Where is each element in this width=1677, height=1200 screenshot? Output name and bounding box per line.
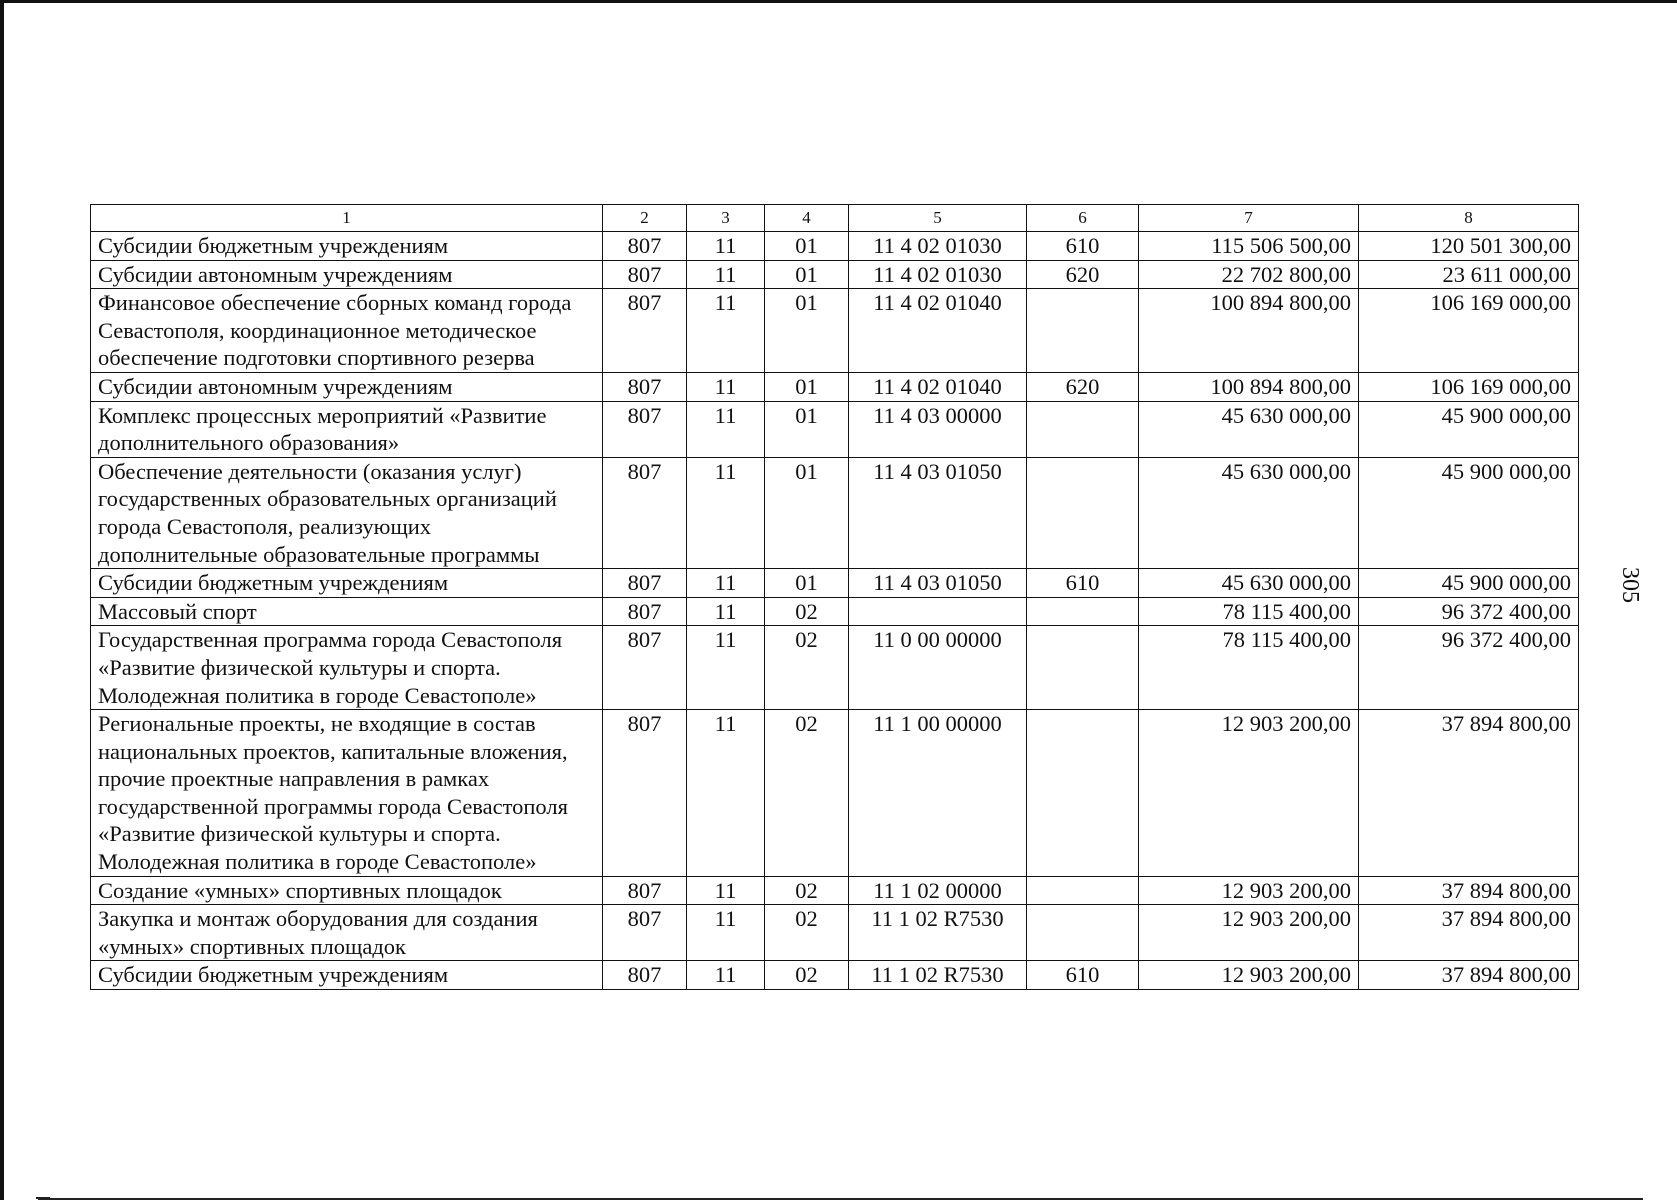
row-name: Субсидии бюджетным учреждениям	[91, 232, 603, 261]
col-5-cell: 11 4 02 01030	[849, 260, 1027, 289]
col-8-amount: 37 894 800,00	[1359, 961, 1579, 990]
col-3-cell: 11	[687, 597, 765, 626]
col-7-amount: 12 903 200,00	[1139, 905, 1359, 961]
col-5-cell: 11 4 02 01030	[849, 232, 1027, 261]
col-3-cell: 11	[687, 401, 765, 457]
col-7-amount: 22 702 800,00	[1139, 260, 1359, 289]
col-6-cell: 610	[1027, 232, 1139, 261]
column-number: 6	[1027, 205, 1139, 232]
row-name: Комплекс процессных мероприятий «Развитие дополнительного образования»	[91, 401, 603, 457]
col-3-cell: 11	[687, 260, 765, 289]
col-5-cell: 11 4 03 00000	[849, 401, 1027, 457]
col-3-cell: 11	[687, 232, 765, 261]
col-2-cell: 807	[603, 710, 687, 877]
col-6-cell	[1027, 626, 1139, 710]
page-left-border	[0, 0, 4, 1200]
col-8-amount: 45 900 000,00	[1359, 457, 1579, 568]
col-2-cell: 807	[603, 876, 687, 905]
col-8-amount: 37 894 800,00	[1359, 876, 1579, 905]
table-row	[91, 401, 1579, 457]
col-8-amount: 45 900 000,00	[1359, 569, 1579, 598]
col-6-cell	[1027, 876, 1139, 905]
row-name: Государственная программа города Севастополя «Развитие физической культуры и спорта. Молодежная политика в городе Севастополе»	[91, 626, 603, 710]
col-2-cell: 807	[603, 905, 687, 961]
row-name: Массовый спорт	[91, 597, 603, 626]
row-name: Финансовое обеспечение сборных команд города Севастополя, координационное методическое обеспечение подготовки спортивного резерва	[91, 289, 603, 373]
col-4-cell: 02	[765, 710, 849, 877]
col-5-cell: 11 1 02 R7530	[849, 905, 1027, 961]
column-number: 3	[687, 205, 765, 232]
col-2-cell: 807	[603, 569, 687, 598]
col-4-cell: 01	[765, 289, 849, 373]
col-3-cell: 11	[687, 289, 765, 373]
col-7-amount: 12 903 200,00	[1139, 876, 1359, 905]
col-3-cell: 11	[687, 372, 765, 401]
table-row	[91, 626, 1579, 710]
col-8-amount: 37 894 800,00	[1359, 710, 1579, 877]
row-name: Закупка и монтаж оборудования для создания «умных» спортивных площадок	[91, 905, 603, 961]
col-8-amount: 45 900 000,00	[1359, 401, 1579, 457]
col-2-cell: 807	[603, 457, 687, 568]
table-row	[91, 457, 1579, 568]
col-4-cell: 02	[765, 626, 849, 710]
row-name: Субсидии бюджетным учреждениям	[91, 961, 603, 990]
column-number: 7	[1139, 205, 1359, 232]
col-7-amount: 78 115 400,00	[1139, 626, 1359, 710]
col-5-cell: 11 1 02 R7530	[849, 961, 1027, 990]
col-4-cell: 02	[765, 961, 849, 990]
column-number: 8	[1359, 205, 1579, 232]
col-7-amount: 45 630 000,00	[1139, 569, 1359, 598]
col-2-cell: 807	[603, 401, 687, 457]
col-2-cell: 807	[603, 260, 687, 289]
col-7-amount: 115 506 500,00	[1139, 232, 1359, 261]
col-5-cell: 11 1 02 00000	[849, 876, 1027, 905]
column-number: 2	[603, 205, 687, 232]
page-top-border	[0, 0, 1677, 3]
table-row	[91, 372, 1579, 401]
table-row	[91, 961, 1579, 990]
column-number: 4	[765, 205, 849, 232]
table-row	[91, 569, 1579, 598]
col-3-cell: 11	[687, 876, 765, 905]
col-4-cell: 01	[765, 401, 849, 457]
col-6-cell	[1027, 905, 1139, 961]
row-name: Субсидии автономным учреждениям	[91, 372, 603, 401]
col-5-cell: 11 0 00 00000	[849, 626, 1027, 710]
col-8-amount: 96 372 400,00	[1359, 626, 1579, 710]
col-2-cell: 807	[603, 289, 687, 373]
col-6-cell	[1027, 710, 1139, 877]
col-6-cell	[1027, 289, 1139, 373]
col-2-cell: 807	[603, 232, 687, 261]
col-7-amount: 12 903 200,00	[1139, 710, 1359, 877]
col-5-cell: 11 4 03 01050	[849, 569, 1027, 598]
col-7-amount: 45 630 000,00	[1139, 401, 1359, 457]
col-3-cell: 11	[687, 710, 765, 877]
col-2-cell: 807	[603, 372, 687, 401]
col-4-cell: 02	[765, 876, 849, 905]
col-3-cell: 11	[687, 457, 765, 568]
col-8-amount: 120 501 300,00	[1359, 232, 1579, 261]
column-number-row	[91, 205, 1579, 232]
col-4-cell: 02	[765, 597, 849, 626]
table-row	[91, 260, 1579, 289]
budget-table	[90, 204, 1579, 990]
row-name: Региональные проекты, не входящие в состав национальных проектов, капитальные вложения, прочие проектные направления в рамках государственной программы города Севастополя «Развитие физической культуры и спорта. Молодежная политика в городе Севастополе»	[91, 710, 603, 877]
col-6-cell	[1027, 597, 1139, 626]
table-row	[91, 597, 1579, 626]
col-8-amount: 96 372 400,00	[1359, 597, 1579, 626]
col-7-amount: 100 894 800,00	[1139, 372, 1359, 401]
col-5-cell: 11 4 03 01050	[849, 457, 1027, 568]
col-4-cell: 02	[765, 905, 849, 961]
col-6-cell: 620	[1027, 260, 1139, 289]
col-8-amount: 23 611 000,00	[1359, 260, 1579, 289]
col-8-amount: 106 169 000,00	[1359, 289, 1579, 373]
page-number: 305	[1617, 567, 1643, 603]
col-2-cell: 807	[603, 597, 687, 626]
col-3-cell: 11	[687, 626, 765, 710]
col-7-amount: 12 903 200,00	[1139, 961, 1359, 990]
table-row	[91, 710, 1579, 877]
col-8-amount: 106 169 000,00	[1359, 372, 1579, 401]
col-6-cell: 610	[1027, 569, 1139, 598]
col-3-cell: 11	[687, 961, 765, 990]
table-row	[91, 905, 1579, 961]
table-row	[91, 876, 1579, 905]
col-6-cell	[1027, 401, 1139, 457]
col-7-amount: 78 115 400,00	[1139, 597, 1359, 626]
col-5-cell: 11 4 02 01040	[849, 289, 1027, 373]
col-3-cell: 11	[687, 905, 765, 961]
col-4-cell: 01	[765, 569, 849, 598]
table-row	[91, 289, 1579, 373]
col-4-cell: 01	[765, 372, 849, 401]
col-2-cell: 807	[603, 626, 687, 710]
col-2-cell: 807	[603, 961, 687, 990]
table-body	[91, 205, 1579, 990]
col-6-cell	[1027, 457, 1139, 568]
col-8-amount: 37 894 800,00	[1359, 905, 1579, 961]
row-name: Субсидии автономным учреждениям	[91, 260, 603, 289]
col-5-cell	[849, 597, 1027, 626]
column-number: 1	[91, 205, 603, 232]
col-7-amount: 45 630 000,00	[1139, 457, 1359, 568]
col-4-cell: 01	[765, 260, 849, 289]
col-4-cell: 01	[765, 232, 849, 261]
row-name: Создание «умных» спортивных площадок	[91, 876, 603, 905]
row-name: Обеспечение деятельности (оказания услуг) государственных образовательных организаций города Севастополя, реализующих дополнительные образовательные программы	[91, 457, 603, 568]
col-3-cell: 11	[687, 569, 765, 598]
column-number: 5	[849, 205, 1027, 232]
table-row	[91, 232, 1579, 261]
col-4-cell: 01	[765, 457, 849, 568]
col-6-cell: 620	[1027, 372, 1139, 401]
row-name: Субсидии бюджетным учреждениям	[91, 569, 603, 598]
col-6-cell: 610	[1027, 961, 1139, 990]
col-7-amount: 100 894 800,00	[1139, 289, 1359, 373]
col-5-cell: 11 1 00 00000	[849, 710, 1027, 877]
col-5-cell: 11 4 02 01040	[849, 372, 1027, 401]
